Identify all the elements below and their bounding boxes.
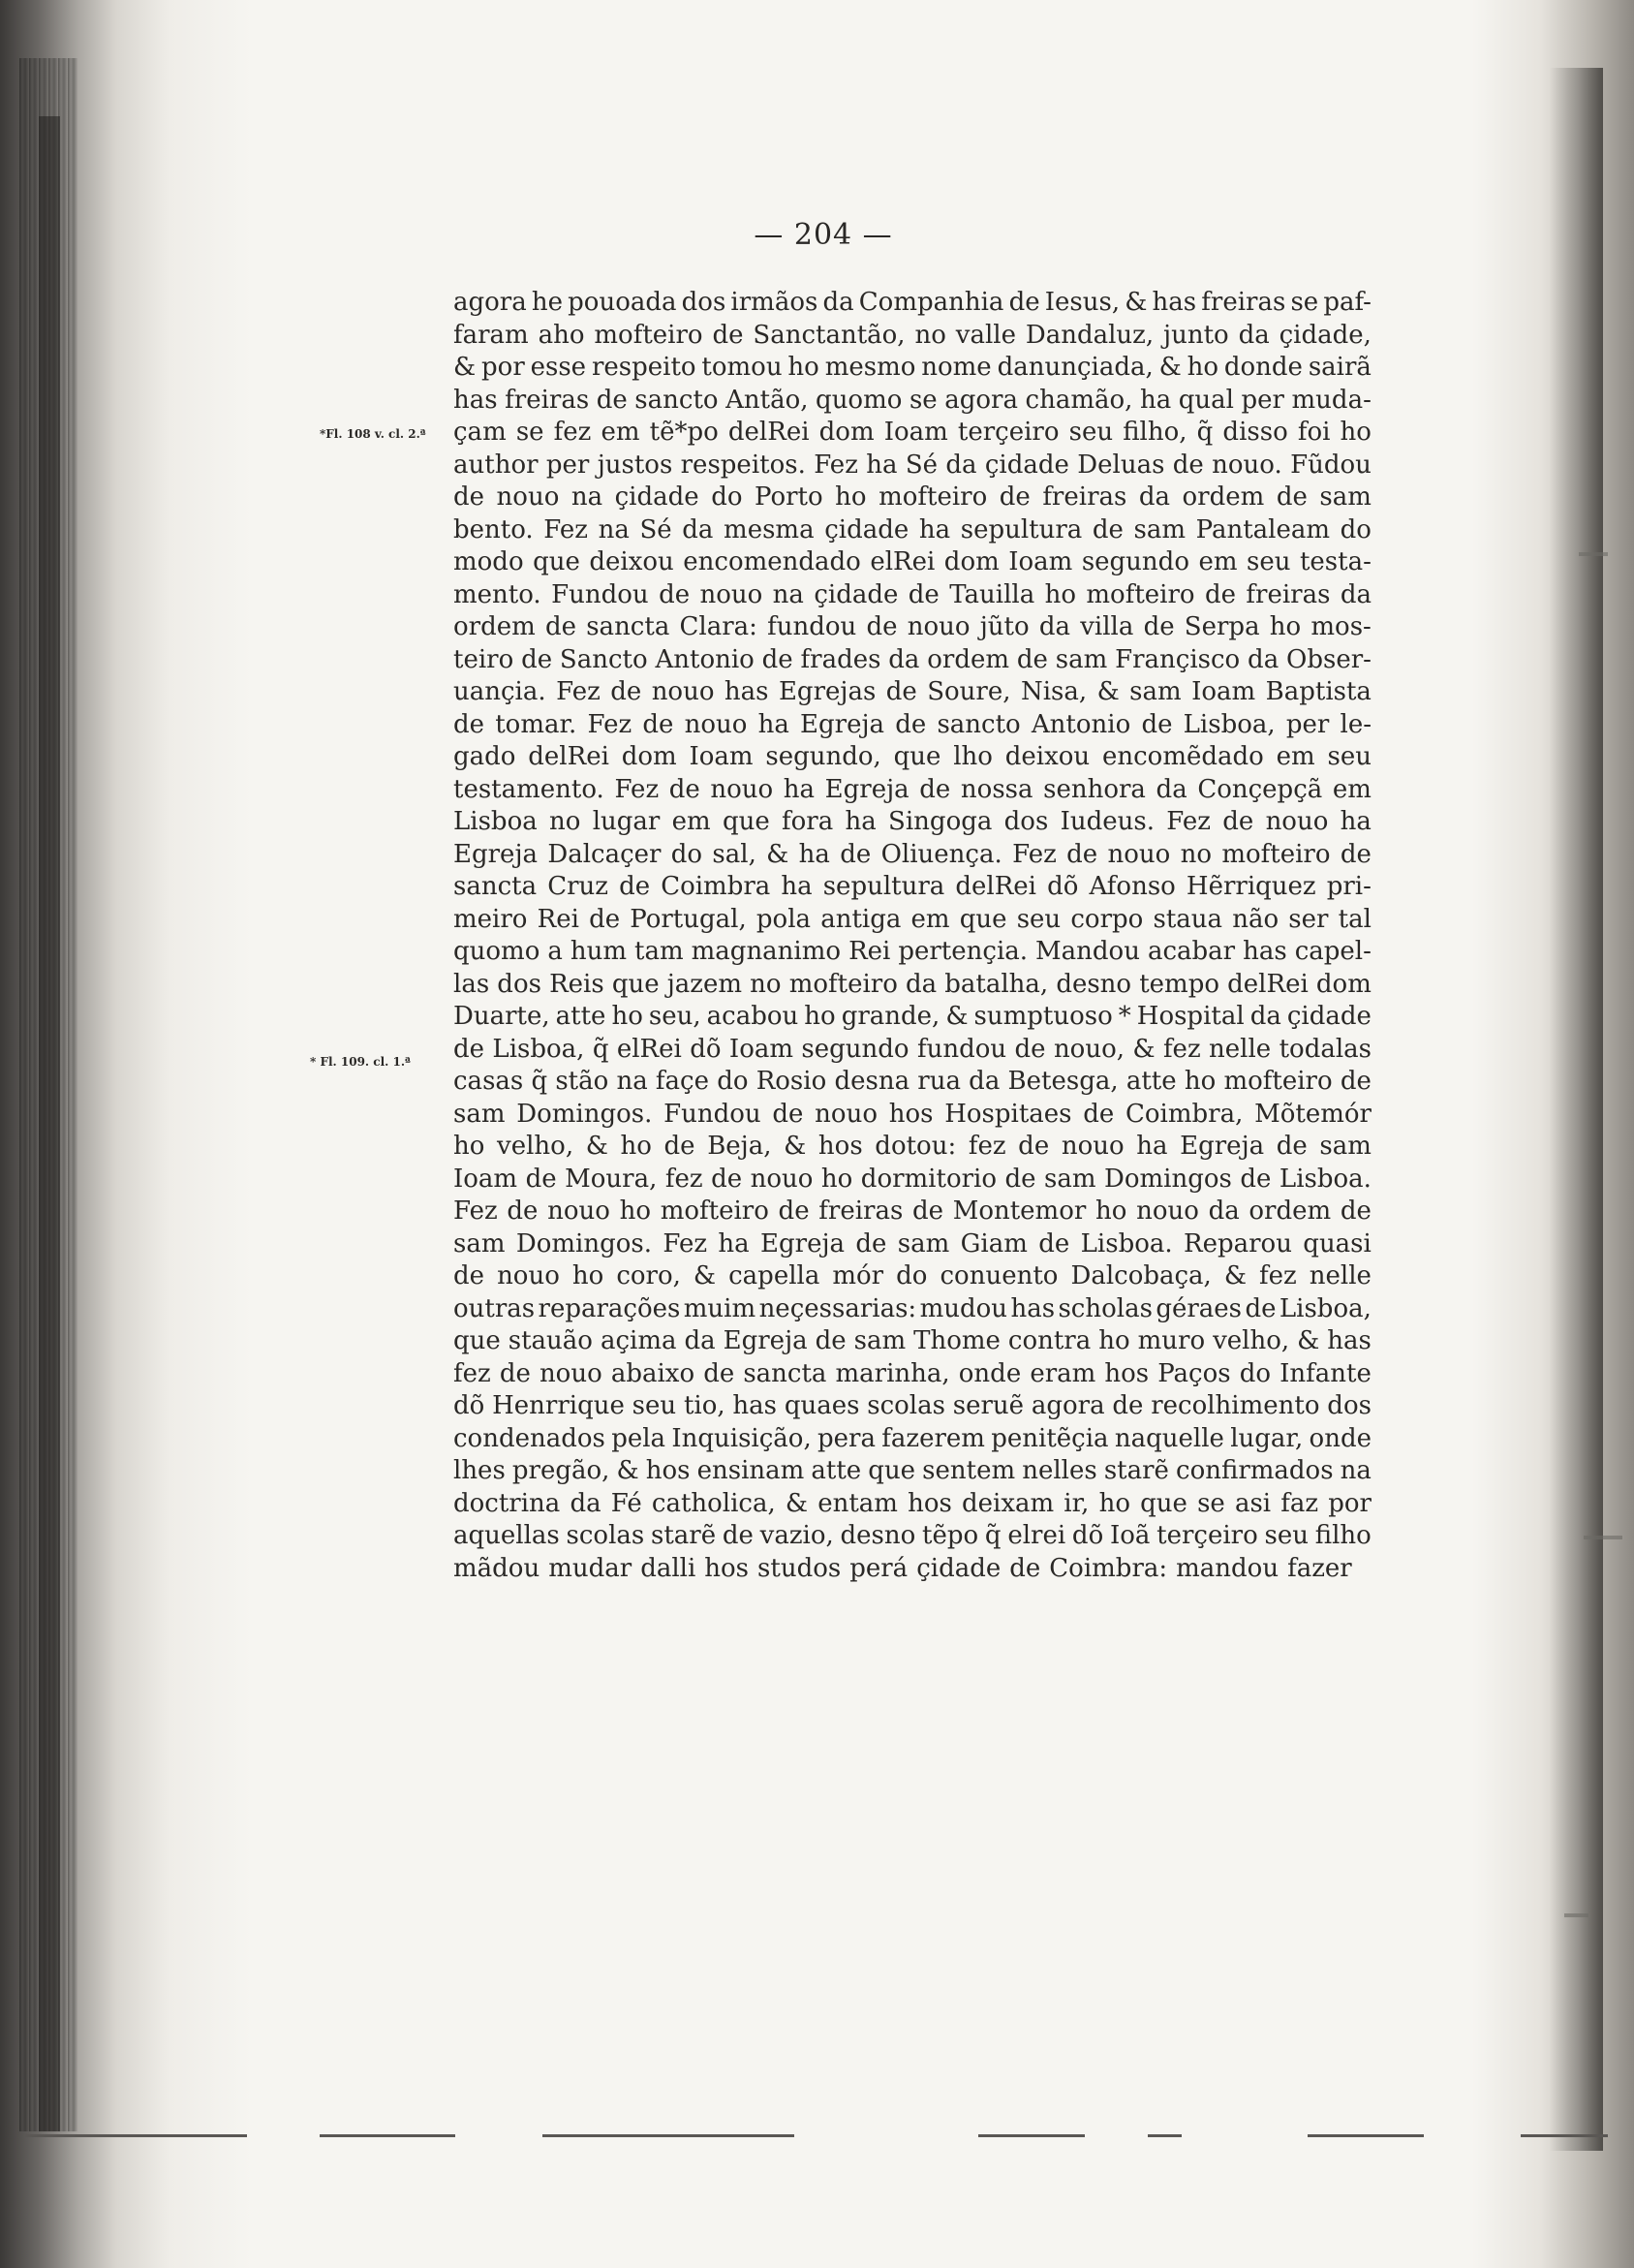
text-line: Ioam de Moura, fez de nouo ho dormitorio de sam Domingos de Lisboa.: [453, 1164, 1372, 1194]
bottom-rule-segment: [320, 2134, 455, 2137]
text-line: de tomar. Fez de nouo ha Egreja de sancto Antonio de Lisboa, per le-: [453, 709, 1372, 739]
text-line: sam Domingos. Fundou de nouo hos Hospitaes de Coimbra, Mõtemór: [453, 1099, 1372, 1129]
text-line: de nouo na çidade do Porto ho mofteiro de freiras da ordem de sam: [453, 482, 1372, 512]
text-line: de Lisboa, q̃ elRei dõ Ioam segundo fundou de nouo, & fez nelle todalas: [453, 1034, 1372, 1064]
text-line: has freiras de sancto Antão, quomo se agora chamão, ha qual per muda-: [453, 385, 1372, 415]
text-line: mento. Fundou de nouo na çidade de Tauilla ho mofteiro de freiras da: [453, 579, 1372, 609]
bottom-rule-segment: [1521, 2134, 1608, 2137]
text-line: Lisboa no lugar em que fora ha Singoga dos Iudeus. Fez de nouo ha: [453, 807, 1372, 836]
text-line: uançia. Fez de nouo has Egrejas de Soure, Nisa, & sam Ioam Baptista: [453, 677, 1372, 706]
right-page-shadow: [1550, 68, 1603, 2151]
text-line: & por esse respeito tomou ho mesmo nome danunçiada, & ho donde sairã: [453, 353, 1372, 382]
bottom-rule-segment: [24, 2134, 247, 2137]
margin-note-folio-109: * Fl. 109. cl. 1.ª: [310, 1055, 411, 1069]
text-line: Egreja Dalcaçer do sal, & ha de Oliuença. Fez de nouo no mofteiro de: [453, 839, 1372, 869]
text-line: que stauão açima da Egreja de sam Thome contra ho muro velho, & has: [453, 1326, 1372, 1355]
text-line: ho velho, & ho de Beja, & hos dotou: fez de nouo ha Egreja de sam: [453, 1132, 1372, 1161]
bottom-rule-segment: [978, 2134, 1085, 2137]
text-line: çam se fez em tẽ*po delRei dom Ioam terçeiro seu filho, q̃ disso foi ho: [453, 418, 1372, 447]
text-line: quomo a hum tam magnanimo Rei pertençia. Mandou acabar has capel-: [453, 937, 1372, 966]
text-line: teiro de Sancto Antonio de frades da ordem de sam Françisco da Obser-: [453, 644, 1372, 674]
text-line: outras reparações muim neçessarias: mudou has scholas géraes de Lisboa,: [453, 1293, 1372, 1323]
text-line: condenados pela Inquisição, pera fazerem penitẽçia naquelle lugar, onde: [453, 1423, 1372, 1453]
text-line: dõ Henrrique seu tio, has quaes scolas seruẽ agora de recolhimento dos: [453, 1391, 1372, 1420]
text-line: fez de nouo abaixo de sancta marinha, onde eram hos Paços do Infante: [453, 1358, 1372, 1388]
text-line: bento. Fez na Sé da mesma çidade ha sepultura de sam Pantaleam do: [453, 514, 1372, 544]
text-line: testamento. Fez de nouo ha Egreja de nossa senhora da Conçepçã em: [453, 774, 1372, 804]
text-line: sam Domingos. Fez ha Egreja de sam Giam de Lisboa. Reparou quasi: [453, 1228, 1372, 1258]
text-line: Fez de nouo ho mofteiro de freiras de Montemor ho nouo da ordem de: [453, 1196, 1372, 1226]
text-line: author per justos respeitos. Fez ha Sé da çidade Deluas de nouo. Fũdou: [453, 450, 1372, 480]
page-number: — 204 —: [754, 218, 893, 252]
left-binding-edge: [39, 116, 60, 2131]
bottom-rule-segment: [542, 2134, 794, 2137]
text-line: ordem de sancta Clara: fundou de nouo jũto da villa de Serpa ho mos-: [453, 612, 1372, 641]
text-line: sancta Cruz de Coimbra ha sepultura delRei dõ Afonso Hẽrriquez pri-: [453, 872, 1372, 901]
text-line: agora he pouoada dos irmãos da Companhia de Iesus, & has freiras se paf-: [453, 288, 1372, 317]
text-line: gado delRei dom Ioam segundo, que lho deixou encomẽdado em seu: [453, 742, 1372, 771]
smudge-mark: [1564, 1913, 1588, 1917]
text-line: casas q̃ stão na façe do Rosio desna rua da Betesga, atte ho mofteiro de: [453, 1067, 1372, 1096]
text-line: aquellas scolas starẽ de vazio, desno tẽpo q̃ elrei dõ Ioã terçeiro seu filho: [453, 1521, 1372, 1550]
bottom-rule-segment: [1308, 2134, 1424, 2137]
text-line: de nouo ho coro, & capella mór do conuento Dalcobaça, & fez nelle: [453, 1261, 1372, 1290]
body-text: [453, 287, 1372, 1585]
text-line: mãdou mudar dalli hos studos perá çidade de Coimbra: mandou fazer: [453, 1553, 1352, 1583]
margin-note-folio-108: *Fl. 108 v. cl. 2.ª: [320, 427, 426, 441]
text-line: faram aho mofteiro de Sanctantão, no valle Dandaluz, junto da çidade,: [453, 320, 1372, 350]
bottom-rule-segment: [1148, 2134, 1182, 2137]
text-line: lhes pregão, & hos ensinam atte que sentem nelles starẽ confirmados na: [453, 1456, 1372, 1485]
text-line: Duarte, atte ho seu, acabou ho grande, & sumptuoso * Hospital da çidade: [453, 1002, 1372, 1031]
text-line: modo que deixou encomendado elRei dom Ioam segundo em seu testa-: [453, 547, 1372, 576]
text-line: doctrina da Fé catholica, & entam hos deixam ir, ho que se asi faz por: [453, 1488, 1372, 1518]
text-line: las dos Reis que jazem no mofteiro da batalha, desno tempo delRei dom: [453, 969, 1372, 999]
text-line: meiro Rei de Portugal, pola antiga em que seu corpo staua não ser tal: [453, 904, 1372, 934]
smudge-mark: [1584, 1536, 1622, 1539]
smudge-mark: [1579, 552, 1608, 556]
